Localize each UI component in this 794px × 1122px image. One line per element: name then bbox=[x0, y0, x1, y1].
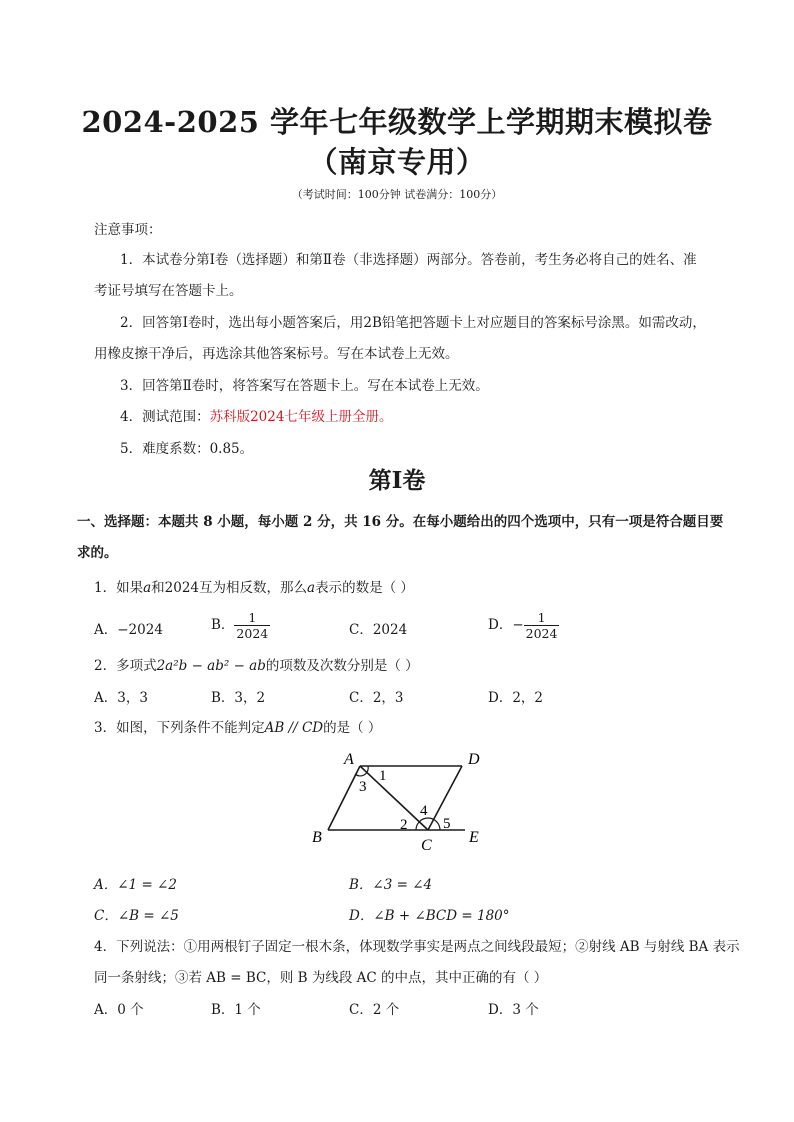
q3-option-c: C．∠B = ∠5 bbox=[94, 908, 179, 924]
q2-option-a: A．3，3 bbox=[94, 690, 148, 706]
q3-figure bbox=[300, 744, 500, 856]
label-angle-5: 5 bbox=[443, 816, 451, 832]
q1-option-b-num: 1 bbox=[234, 610, 270, 626]
label-point-a: A bbox=[344, 751, 354, 768]
q3-option-b: B．∠3 = ∠4 bbox=[349, 877, 433, 893]
q1-option-d-fraction bbox=[524, 610, 560, 641]
q1-option-d-den: 2024 bbox=[525, 626, 558, 641]
q1-option-c: C．2024 bbox=[349, 622, 408, 638]
q1-var-a: a bbox=[143, 580, 152, 596]
notice-item-1b: 考证号填写在答题卡上。 bbox=[94, 283, 243, 299]
question-4-line-1: 4．下列说法：①用两根钉子固定一根木条，体现数学事实是两点之间线段最短；②射线 AB 与射线 BA 表示 bbox=[94, 939, 740, 955]
q1-text-1: 1．如果 bbox=[94, 580, 144, 596]
q1-var-a-2: a bbox=[307, 580, 316, 596]
q1-text-2: 和 bbox=[151, 580, 165, 596]
q1-option-d-num: 1 bbox=[524, 610, 560, 626]
q1-option-d bbox=[488, 610, 559, 641]
section-intro-a: 一、选择题：本题共 8 小题，每小题 2 分，共 16 分。在每小题给出的四个选项中，只有一项是符合题目要 bbox=[77, 514, 724, 530]
q2-polynomial: 2a²b − ab² − ab bbox=[156, 658, 266, 674]
notice-item-2a: 2．回答第Ⅰ卷时，选出每小题答案后，用2B铅笔把答题卡上对应题目的答案标号涂黑。如需改动， bbox=[120, 315, 706, 331]
notice-item-2b: 用橡皮擦干净后，再选涂其他答案标号。写在本试卷上无效。 bbox=[94, 346, 459, 362]
notice-item-4 bbox=[120, 405, 392, 425]
question-1-stem bbox=[94, 576, 414, 596]
exam-title-region: （南京专用） bbox=[308, 145, 486, 179]
notice-heading: 注意事项： bbox=[94, 222, 162, 238]
q2-text-prefix: 2．多项式 bbox=[94, 658, 157, 674]
label-angle-4: 4 bbox=[420, 803, 428, 819]
question-4-line-2: 同一条射线；③若 AB = BC，则 B 为线段 AC 的中点，其中正确的有（ ） bbox=[94, 970, 548, 986]
label-point-d: D bbox=[468, 751, 480, 768]
q3-option-a: A．∠1 = ∠2 bbox=[94, 877, 177, 893]
q1-option-d-label: D．− bbox=[488, 617, 524, 633]
q1-option-a: A．−2024 bbox=[94, 622, 163, 638]
exam-subtitle: （考试时间：100分钟 试卷满分：100分） bbox=[291, 188, 503, 201]
label-angle-2: 2 bbox=[400, 817, 408, 833]
q2-option-c: C．2，3 bbox=[349, 690, 404, 706]
angle-arc-at-c bbox=[416, 818, 440, 830]
section-title: 第Ⅰ卷 bbox=[368, 467, 426, 494]
label-angle-3: 3 bbox=[359, 779, 367, 795]
segment-ac bbox=[360, 766, 428, 830]
q3-option-d: D．∠B + ∠BCD = 180° bbox=[349, 908, 510, 924]
question-2-stem bbox=[94, 654, 419, 674]
q1-option-b-den: 2024 bbox=[236, 626, 269, 641]
q4-option-d: D．3 个 bbox=[488, 1002, 539, 1018]
q1-option-b-fraction bbox=[234, 610, 270, 641]
notice-item-4-scope: 苏科版2024七年级上册全册。 bbox=[209, 409, 393, 425]
notice-item-4-prefix: 4．测试范围： bbox=[120, 409, 210, 425]
notice-item-1a: 1．本试卷分第Ⅰ卷（选择题）和第Ⅱ卷（非选择题）两部分。答卷前，考生务必将自己的姓名、准 bbox=[120, 252, 697, 268]
q2-text-suffix: 的项数及次数分别是（ ） bbox=[265, 658, 419, 674]
exam-title: 2024-2025 学年七年级数学上学期期末模拟卷 bbox=[81, 105, 713, 139]
label-point-c: C bbox=[421, 837, 432, 854]
q1-option-b bbox=[211, 610, 270, 641]
label-point-b: B bbox=[312, 829, 322, 846]
section-intro-b: 求的。 bbox=[77, 545, 118, 561]
question-3-stem bbox=[94, 716, 381, 736]
q1-text-4: 表示的数是（ ） bbox=[315, 580, 414, 596]
notice-item-5: 5．难度系数：0.85。 bbox=[120, 441, 254, 457]
q4-option-c: C．2 个 bbox=[349, 1002, 400, 1018]
q2-option-b: B．3，2 bbox=[211, 690, 266, 706]
q3-text-suffix: 的是（ ） bbox=[323, 720, 382, 736]
label-angle-1: 1 bbox=[379, 768, 387, 784]
q1-number: 2024 bbox=[164, 580, 200, 596]
notice-item-3: 3．回答第Ⅱ卷时，将答案写在答题卡上。写在本试卷上无效。 bbox=[120, 378, 489, 394]
q4-option-b: B．1 个 bbox=[211, 1002, 261, 1018]
q1-text-3: 互为相反数，那么 bbox=[199, 580, 308, 596]
label-point-e: E bbox=[469, 829, 479, 846]
q1-option-b-label: B． bbox=[211, 617, 235, 633]
q3-text-prefix: 3．如图，下列条件不能判定 bbox=[94, 720, 265, 736]
q4-option-a: A．0 个 bbox=[94, 1002, 144, 1018]
q3-expression: AB // CD bbox=[264, 720, 324, 736]
q2-option-d: D．2，2 bbox=[488, 690, 544, 706]
segment-ab bbox=[328, 766, 360, 830]
